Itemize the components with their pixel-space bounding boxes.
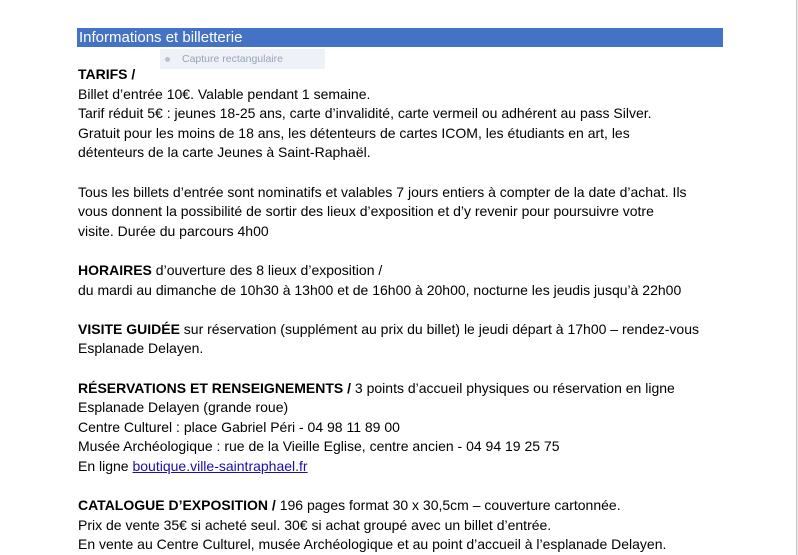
visite-line-2: Esplanade Delayen. — [78, 340, 204, 357]
tarifs-line-3: Gratuit pour les moins de 18 ans, les détenteurs de cartes ICOM, les étudiants en art, les — [78, 124, 630, 141]
tarifs-line-2: Tarif réduit 5€ : jeunes 18-25 ans, carte d’invalidité, carte vermeil ou adhérent au pass Silver. — [78, 105, 652, 122]
billets-line-3: visite. Durée du parcours 4h00 — [78, 222, 269, 239]
horaires-heading: HORAIRES — [78, 261, 152, 278]
catalogue-line-3: En vente au Centre Culturel, musée Archéologique et au point d’accueil à l’esplanade Delayen. — [78, 536, 667, 553]
reservations-line-4: Musée Archéologique : rue de la Vieille Eglise, centre ancien - 04 94 19 25 75 — [78, 438, 560, 455]
reservations-online-line — [78, 457, 768, 477]
horaires-line-2: du mardi au dimanche de 10h30 à 13h00 et de 16h00 à 20h00, nocturne les jeudis jusqu’à 22h00 — [78, 281, 682, 298]
visite-heading: VISITE GUIDÉE — [78, 320, 180, 337]
billets-line-2: vous donnent la possibilité de sortir des lieux d’exposition et d’y revenir pour poursuivre votre — [78, 203, 654, 220]
visite-heading-line — [78, 320, 768, 340]
catalogue-heading-rest: 196 pages format 30 x 30,5cm – couverture cartonnée. — [275, 497, 621, 514]
section-header-title: Informations et billetterie — [79, 29, 243, 46]
catalogue-line-2: Prix de vente 35€ si acheté seul. 30€ si achat groupé avec un billet d’entrée. — [78, 516, 552, 533]
horaires-heading-line — [78, 261, 768, 281]
capture-tooltip-label: Capture rectangulaire — [182, 53, 283, 65]
tarifs-heading: TARIFS / — [78, 66, 136, 82]
reservations-line-3: Centre Culturel : place Gabriel Péri - 04 98 11 89 00 — [78, 418, 400, 435]
reservations-line-2: Esplanade Delayen (grande roue) — [78, 399, 289, 416]
section-header — [77, 28, 723, 47]
capture-tooltip[interactable] — [160, 49, 325, 69]
horaires-heading-rest: d’ouverture des 8 lieux d’exposition / — [151, 261, 383, 278]
paragraph-gap — [78, 476, 768, 496]
tarifs-line-1: Billet d’entrée 10€. Valable pendant 1 semaine. — [78, 85, 371, 102]
reservations-heading: RÉSERVATIONS ET RENSEIGNEMENTS / — [78, 379, 352, 396]
reservations-heading-rest: 3 points d’accueil physiques ou réservation en ligne — [351, 379, 675, 396]
paragraph-gap — [78, 163, 768, 183]
catalogue-heading: CATALOGUE D’EXPOSITION / — [78, 497, 276, 514]
capture-icon — [165, 57, 170, 62]
paragraph-gap — [78, 241, 768, 261]
paragraph-gap — [78, 300, 768, 320]
online-prefix: En ligne — [78, 457, 133, 474]
booking-link[interactable]: boutique.ville-saintraphael.fr — [132, 457, 308, 474]
billets-line-1: Tous les billets d’entrée sont nominatifs et valables 7 jours entiers à compter de la date d’achat. Ils — [78, 183, 687, 200]
catalogue-heading-line — [78, 496, 768, 516]
tarifs-line-4: détenteurs de la carte Jeunes à Saint-Raphaël. — [78, 144, 371, 161]
document-body — [78, 65, 768, 555]
visite-heading-rest: sur réservation (supplément au prix du billet) le jeudi départ à 17h00 – rendez-vous — [179, 320, 699, 337]
reservations-heading-line — [78, 379, 768, 399]
paragraph-gap — [78, 359, 768, 379]
